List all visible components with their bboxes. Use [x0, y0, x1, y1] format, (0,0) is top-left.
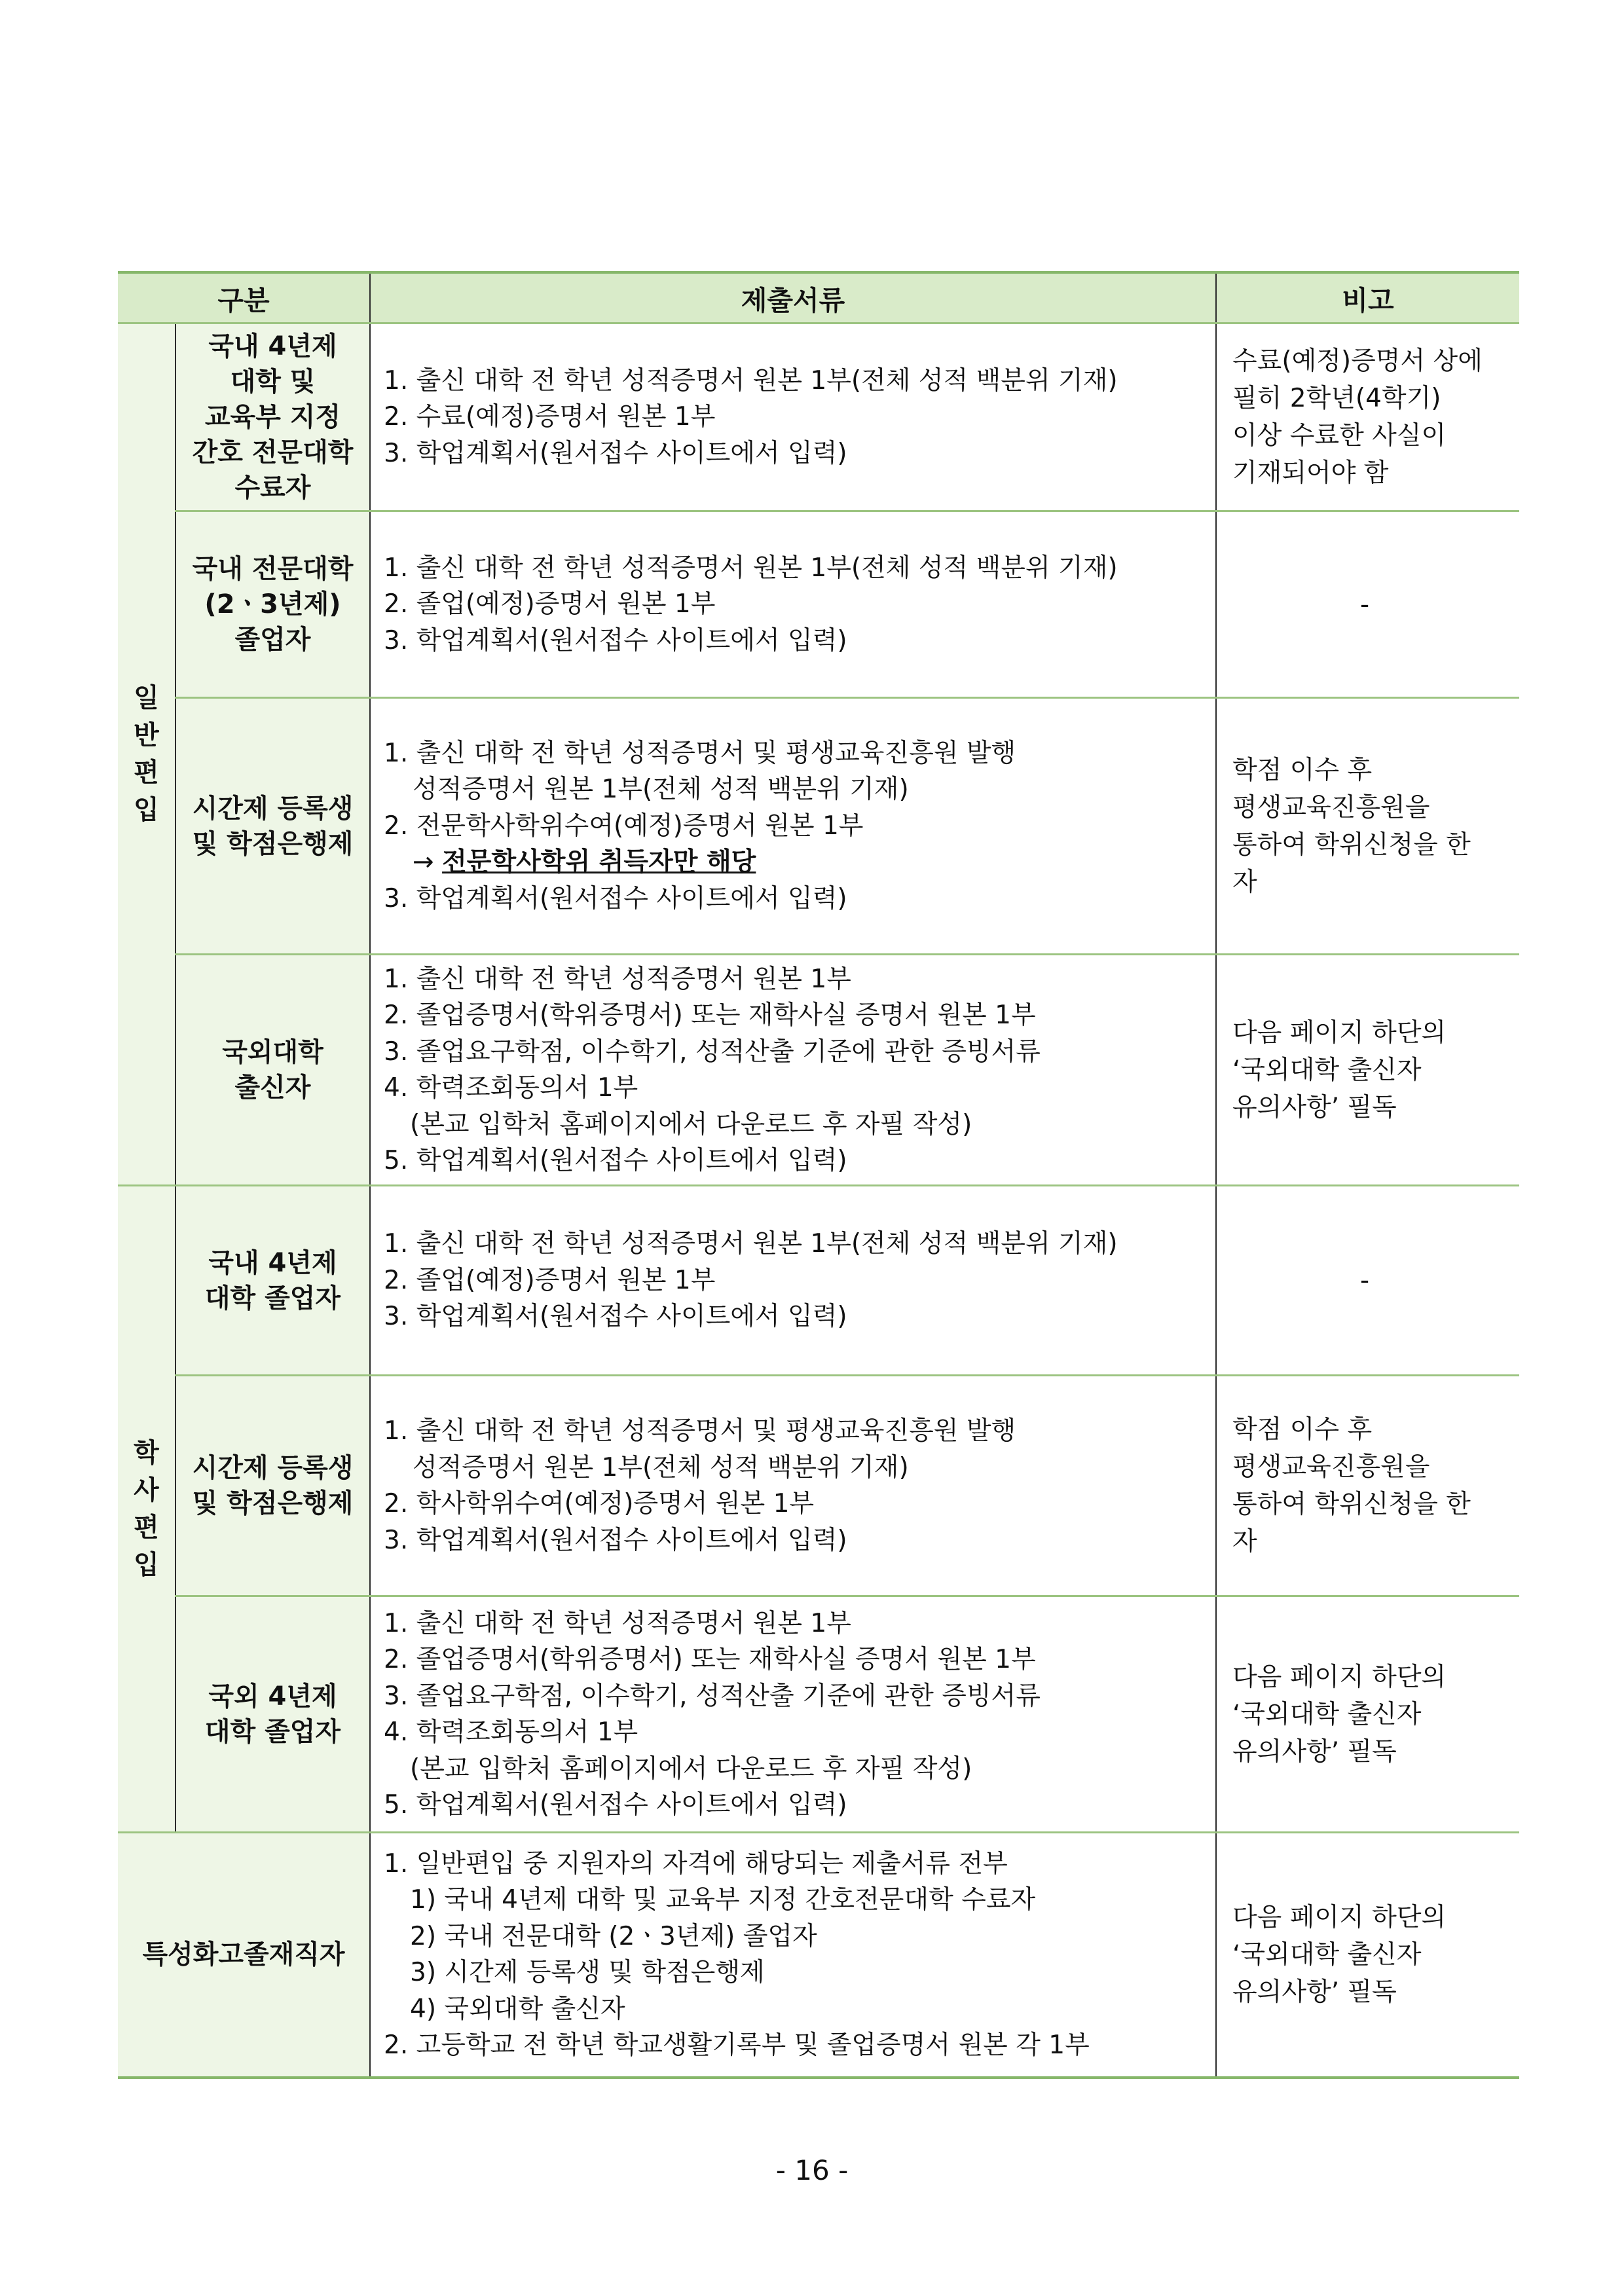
table-row [118, 1596, 1519, 1833]
remarks-cell: - [1216, 511, 1519, 698]
group-general-transfer [118, 323, 175, 1186]
documents-cell: 1. 출신 대학 전 학년 성적증명서 원본 1부 2. 졸업증명서(학위증명서) 또는 재학사실 증명서 원본 1부 3. 졸업요구학점, 이수학기, 성적산출 기준에 관한 증빙서류 4. 학력조회동의서 1부 (본교 입학처 홈페이지에서 다운로드 후 자필 작성) 5. 학업계획서(원서접수 사이트에서 입력) [370, 1596, 1216, 1833]
subcategory-cell: 국외 4년제 대학 졸업자 [175, 1596, 370, 1833]
table-header-row [118, 272, 1519, 323]
header-category: 구분 [118, 272, 370, 323]
subcategory-cell: 시간제 등록생 및 학점은행제 [175, 698, 370, 955]
remarks-cell: 학점 이수 후 평생교육진흥원을 통하여 학위신청을 한 자 [1216, 698, 1519, 955]
group-general-label: 일 반 편 입 [134, 683, 159, 825]
documents-cell: 1. 출신 대학 전 학년 성적증명서 원본 1부 2. 졸업증명서(학위증명서) 또는 재학사실 증명서 원본 1부 3. 졸업요구학점, 이수학기, 성적산출 기준에 관한 증빙서류 4. 학력조회동의서 1부 (본교 입학처 홈페이지에서 다운로드 후 자필 작성) 5. 학업계획서(원서접수 사이트에서 입력) [370, 955, 1216, 1186]
documents-cell: 1. 출신 대학 전 학년 성적증명서 및 평생교육진흥원 발행 성적증명서 원본 1부(전체 성적 백분위 기재) 2. 전문학사학위수여(예정)증명서 원본 1부 → 전문학사학위 취득자만 해당 3. 학업계획서(원서접수 사이트에서 입력) [370, 698, 1216, 955]
documents-cell: 1. 출신 대학 전 학년 성적증명서 및 평생교육진흥원 발행 성적증명서 원본 1부(전체 성적 백분위 기재) 2. 학사학위수여(예정)증명서 원본 1부 3. 학업계획서(원서접수 사이트에서 입력) [370, 1376, 1216, 1596]
subcategory-cell: 국내 전문대학 (2ㆍ3년제) 졸업자 [175, 511, 370, 698]
documents-cell: 1. 출신 대학 전 학년 성적증명서 원본 1부(전체 성적 백분위 기재) 2. 수료(예정)증명서 원본 1부 3. 학업계획서(원서접수 사이트에서 입력) [370, 323, 1216, 511]
remarks-cell: 다음 페이지 하단의 ‘국외대학 출신자 유의사항’ 필독 [1216, 955, 1519, 1186]
remarks-cell: - [1216, 1186, 1519, 1376]
table-row [118, 1376, 1519, 1596]
remarks-cell: 학점 이수 후 평생교육진흥원을 통하여 학위신청을 한 자 [1216, 1376, 1519, 1596]
table-row [118, 323, 1519, 511]
table-row [118, 511, 1519, 698]
page-number: - 16 - [775, 2154, 849, 2186]
remarks-cell: 다음 페이지 하단의 ‘국외대학 출신자 유의사항’ 필독 [1216, 1833, 1519, 2078]
table-row [118, 955, 1519, 1186]
emphasized-note: 전문학사학위 취득자만 해당 [442, 847, 756, 877]
header-documents: 제출서류 [370, 272, 1216, 323]
group-bachelor-label: 학 사 편 입 [134, 1437, 159, 1580]
table-row [118, 1833, 1519, 2078]
subcategory-cell: 국내 4년제 대학 및 교육부 지정 간호 전문대학 수료자 [175, 323, 370, 511]
subcategory-cell: 시간제 등록생 및 학점은행제 [175, 1376, 370, 1596]
subcategory-cell: 국내 4년제 대학 졸업자 [175, 1186, 370, 1376]
documents-cell: 1. 출신 대학 전 학년 성적증명서 원본 1부(전체 성적 백분위 기재) 2. 졸업(예정)증명서 원본 1부 3. 학업계획서(원서접수 사이트에서 입력) [370, 511, 1216, 698]
subcategory-cell-specialized-highschool: 특성화고졸재직자 [118, 1833, 370, 2078]
group-bachelor-transfer [118, 1186, 175, 1833]
documents-cell: 1. 일반편입 중 지원자의 자격에 해당되는 제출서류 전부 1) 국내 4년제 대학 및 교육부 지정 간호전문대학 수료자 2) 국내 전문대학 (2ㆍ3년제) 졸업자 3) 시간제 등록생 및 학점은행제 4) 국외대학 출신자 2. 고등학교 전 학년 학교생활기록부 및 졸업증명서 원본 각 1부 [370, 1833, 1216, 2078]
arrow-icon: → [413, 847, 434, 877]
table-row [118, 1186, 1519, 1376]
table-row [118, 698, 1519, 955]
header-remarks: 비고 [1216, 272, 1519, 323]
submission-documents-table [118, 271, 1519, 2079]
documents-cell: 1. 출신 대학 전 학년 성적증명서 원본 1부(전체 성적 백분위 기재) 2. 졸업(예정)증명서 원본 1부 3. 학업계획서(원서접수 사이트에서 입력) [370, 1186, 1216, 1376]
remarks-cell: 수료(예정)증명서 상에 필히 2학년(4학기) 이상 수료한 사실이 기재되어야 함 [1216, 323, 1519, 511]
subcategory-cell: 국외대학 출신자 [175, 955, 370, 1186]
remarks-cell: 다음 페이지 하단의 ‘국외대학 출신자 유의사항’ 필독 [1216, 1596, 1519, 1833]
